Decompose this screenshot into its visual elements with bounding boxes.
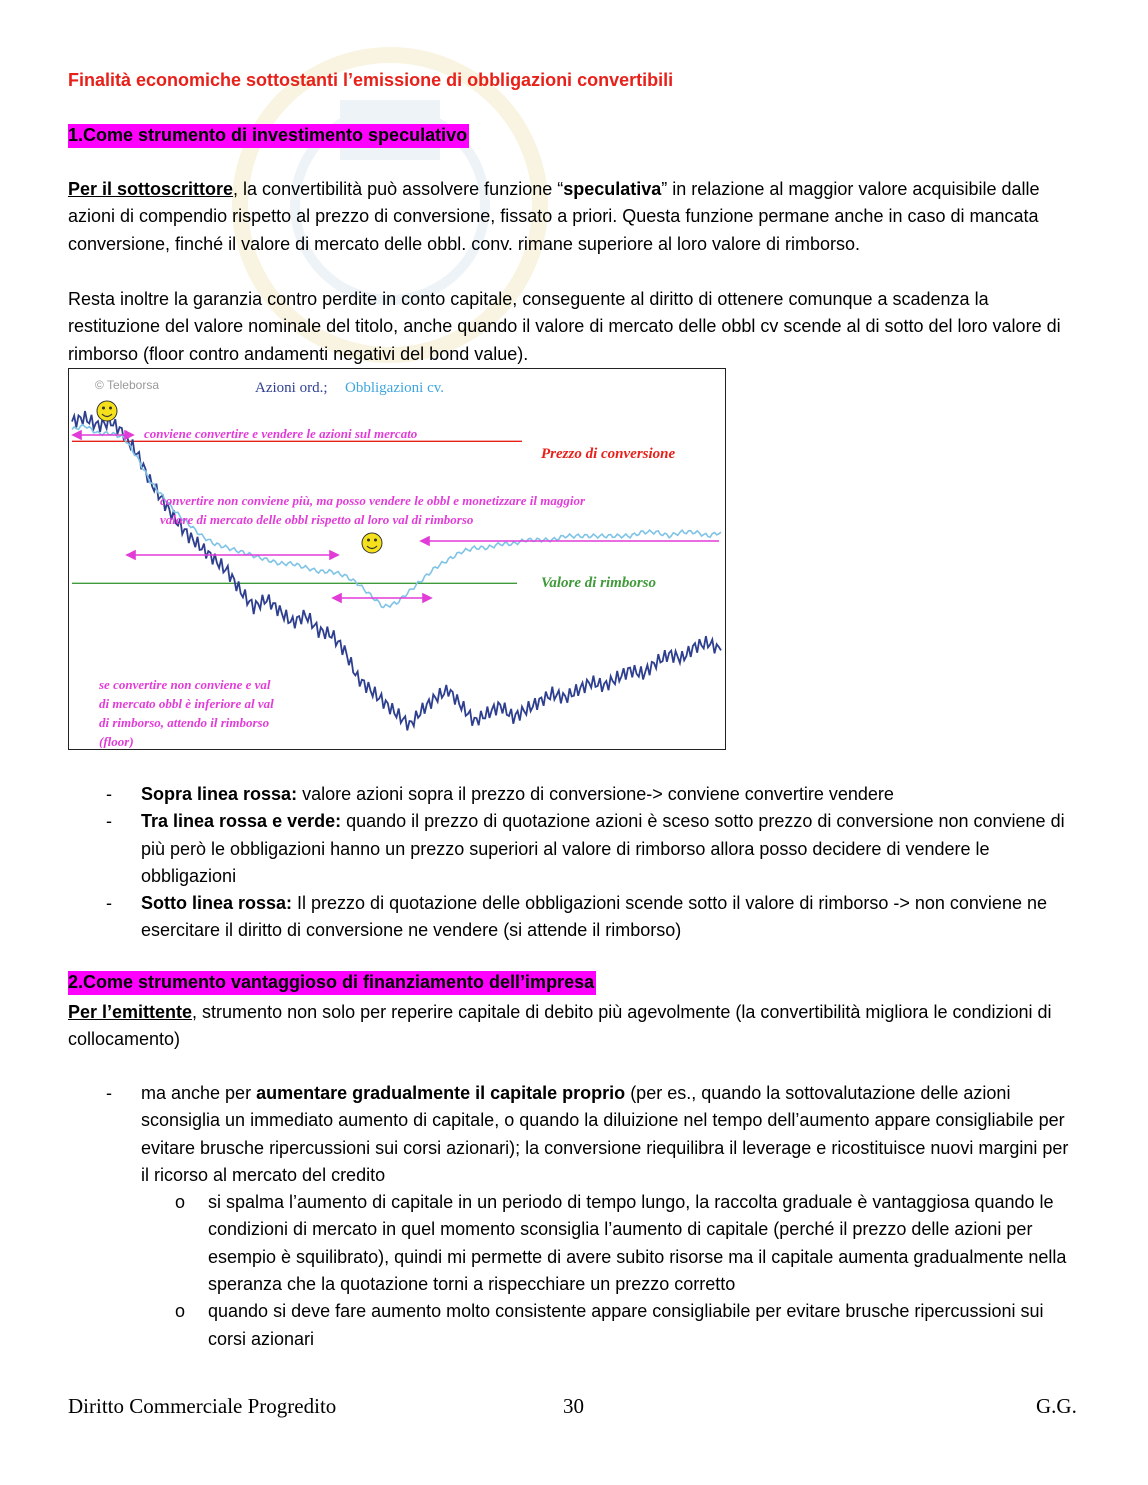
chart-figure xyxy=(68,368,726,750)
lead-emittente: Per l’emittente xyxy=(68,1002,193,1022)
section-2-heading: 2.Come strumento vantaggioso di finanziamento dell’impresa xyxy=(68,971,596,995)
smiley-icon xyxy=(362,533,382,553)
annotation-floor-1: se convertire non conviene e val xyxy=(99,677,271,692)
legend-azioni: Azioni ord.; xyxy=(255,380,328,396)
section-2-paragraph-1: Per l’emittente, strumento non solo per reperire capitale di debito più agevolmente (la convertibilità migliora le condizioni di collocamento) xyxy=(68,1002,1052,1050)
annotation-floor-4: (floor) xyxy=(99,734,134,748)
list-item: - Sopra linea rossa: valore azioni sopra il prezzo di conversione-> conviene convertire vendere xyxy=(0,781,1080,808)
bullet-list-2 xyxy=(0,1080,1080,1353)
sub-list-item: o si spalma l’aumento di capitale in un periodo di tempo lungo, la raccolta graduale è vantaggiosa quando le condizioni di mercato in quel momento sconsiglia l’aumento di capitale (perché il prezzo delle azioni per esempio è squilibrato), quindi mi permette di avere subito risorse ma il capitale aumenta gradualmente nella speranza che la quotazione torni a rispecchiare un prezzo corretto xyxy=(141,1189,1080,1298)
section-1-heading: 1.Come strumento di investimento speculativo xyxy=(68,124,469,148)
annotation-vendi-2: valore di mercato delle obbl rispetto al loro val di rimborso xyxy=(160,512,474,527)
page-title: Finalità economiche sottostanti l’emissione di obbligazioni convertibili xyxy=(68,70,674,90)
label-valore-rimborso: Valore di rimborso xyxy=(541,575,657,591)
smiley-icon xyxy=(97,401,117,421)
legend-obbligazioni: Obbligazioni cv. xyxy=(345,380,445,396)
footer-right: G.G. xyxy=(1036,1394,1077,1418)
chart-source: © Teleborsa xyxy=(95,378,159,392)
section-1-paragraph-1: Per il sottoscrittore, la convertibilità può assolvere funzione “speculativa” in relazione al maggior valore acquisibile dalle azioni di compendio rispetto al prezzo di conversione, fissato a priori. Questa funzione permane anche in caso di mancata conversione, finché il valore di mercato delle obbl. conv. rimane superiore al loro valore di rimborso. xyxy=(68,179,1040,254)
annotation-floor-3: di rimborso, attendo il rimborso xyxy=(99,715,270,730)
page-number: 30 xyxy=(563,1394,584,1418)
list-item: - ma anche per aumentare gradualmente il capitale proprio (per es., quando la sottovalutazione delle azioni sconsiglia un immediato aumento di capitale, o quando la diluizione nel tempo dell’aumento appare consigliabile per evitare brusche ripercussioni sui corsi azionari); la conversione riequilibra il leverage e ricostituisce nuovi margini per il ricorso al mercato del credito o si spalma l’aumento di capitale in un periodo di tempo lungo, la raccolta graduale è vantaggiosa quando le condizioni di mercato in quel momento sconsiglia l’aumento di capitale (perché il prezzo delle azioni per esempio è squilibrato), quindi mi permette di avere subito risorse ma il capitale aumenta gradualmente nella speranza che la quotazione torni a rispecchiare un prezzo corretto o quando si deve fare aumento molto consistente appare consigliabile per evitare brusche ripercussioni sui corsi azionari xyxy=(0,1080,1080,1353)
chart-svg xyxy=(69,369,724,748)
list-item: - Tra linea rossa e verde: quando il prezzo di quotazione azioni è sceso sotto prezzo di conversione non conviene di più però le obbligazioni hanno un prezzo superiori al valore di rimborso allora posso decidere di vendere le obbligazioni xyxy=(0,808,1080,890)
sub-list xyxy=(141,1189,1080,1353)
annotation-converti: conviene convertire e vendere le azioni sul mercato xyxy=(144,426,418,441)
annotation-vendi-1: convertire non conviene più, ma posso vendere le obbl e monetizzare il maggior xyxy=(160,493,586,508)
list-item: - Sotto linea rossa: Il prezzo di quotazione delle obbligazioni scende sotto il valore di rimborso -> non conviene ne esercitare il diritto di conversione ne vendere (si attende il rimborso) xyxy=(0,890,1080,945)
bullet-list-1 xyxy=(0,781,1080,945)
section-1-paragraph-2: Resta inoltre la garanzia contro perdite in conto capitale, conseguente al diritto di ottenere comunque a scadenza la restituzione del valore nominale del titolo, anche quando il valore di mercato delle obbl cv scende al di sotto del loro valore di rimborso (floor contro andamenti negativi del bond value). xyxy=(68,289,1061,364)
sub-list-item: o quando si deve fare aumento molto consistente appare consigliabile per evitare brusche ripercussioni sui corsi azionari xyxy=(141,1298,1080,1353)
annotation-floor-2: di mercato obbl è inferiore al val xyxy=(99,696,274,711)
footer-left: Diritto Commerciale Progredito xyxy=(68,1394,337,1418)
label-prezzo-conversione: Prezzo di conversione xyxy=(541,446,676,462)
lead-sottoscrittore: Per il sottoscrittore xyxy=(68,179,234,199)
